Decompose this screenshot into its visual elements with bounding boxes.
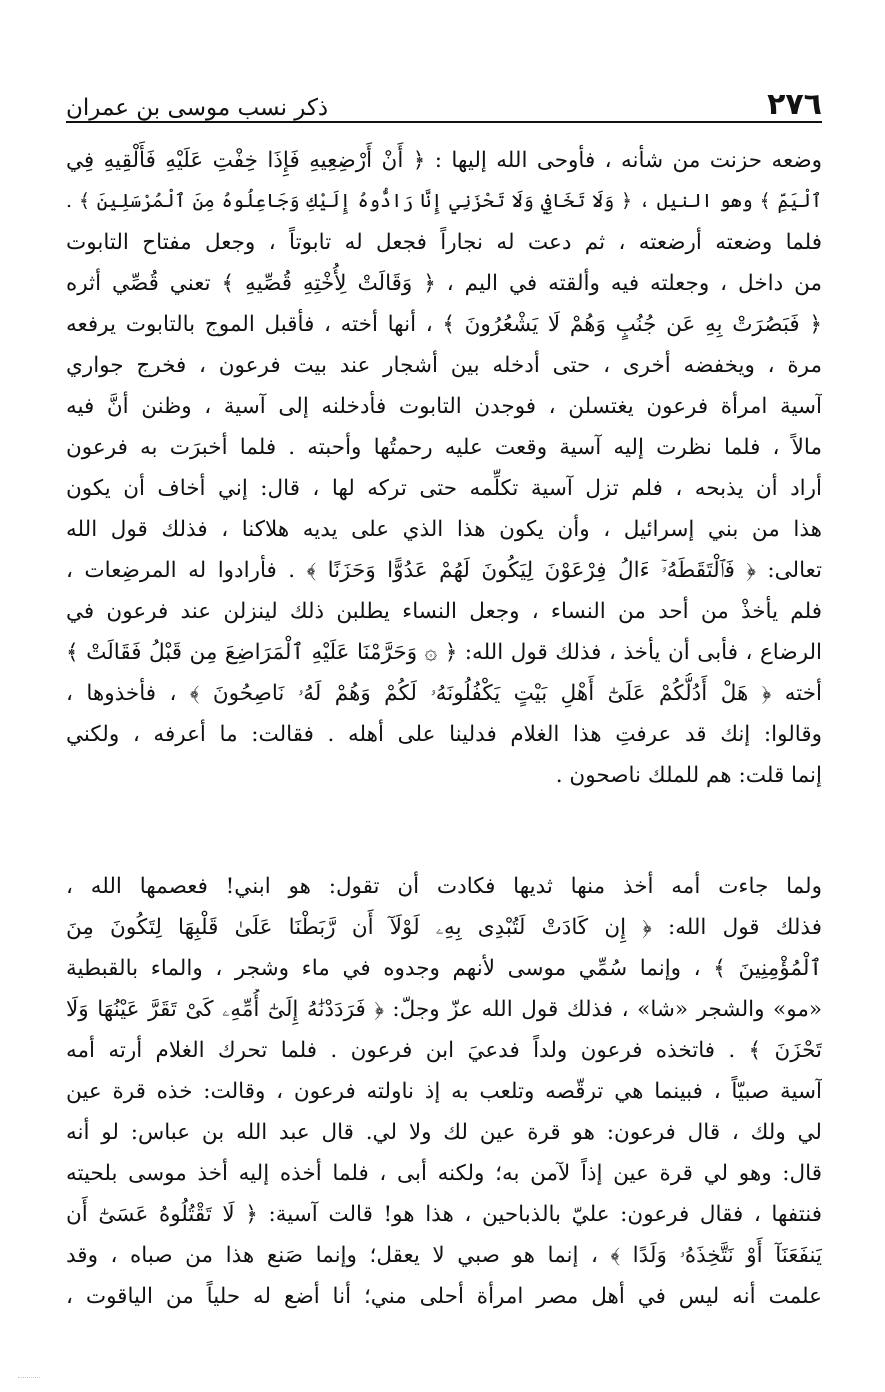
- text-line: فنتفها ، فقال فرعون: عليّ بالذباحين ، هذا هو! قالت آسية: ﴿ لَا تَقْتُلُوهُ عَسَىٰٓ أَن: [66, 1202, 822, 1227]
- text-line: مرة ، ويخفضه أخرى ، حتى أدخله بين أشجار عند بيت فرعون ، فخرج جواري: [66, 353, 822, 378]
- text-line: «مو» والشجر «شا» ، فذلك قول الله عزّ وجلّ: ﴿ فَرَدَدْنَٰهُ إِلَىٰٓ أُمِّهِۦ كَىْ تَقَرَّ عَيْنُهَا وَلَا: [66, 997, 822, 1022]
- text-line: إنما قلت: هم للملك ناصحون .: [555, 763, 822, 788]
- paragraph-2: [66, 866, 822, 1317]
- text-line: ﴿ فَبَصُرَتْ بِهِ عَن جُنُبٍ وَهُمْ لَا يَشْعُرُونَ ﴾ ، أنها أخته ، فأقبل الموج بالتابوت يرفعه: [66, 312, 822, 337]
- text-line: آسية صبيّاً ، فبينما هي ترقّصه وتلعب به إذ ناولته فرعون ، وقالت: خذه قرة عين: [66, 1079, 822, 1104]
- text-line: هذا من بني إسرائيل ، وأن يكون هذا الذي على يديه هلاكنا ، فذلك قول الله: [66, 517, 822, 542]
- text-line: أراد أن يذبحه ، فلم تزل آسية تكلِّمه حتى تركه لها ، قال: إني أخاف أن يكون: [66, 476, 822, 501]
- text-line: قال: وهو لي قرة عين إذاً لآمن به؛ ولكنه أبى ، فلما أخذه إليه أخذ موسى بلحيته: [66, 1161, 822, 1186]
- text-line: ٱلْيَمِّ ﴾ وهو النيل ، ﴿ وَلَا تَخَافِي وَلَا تَحْزَنِي إِنَّا رَادُّوهُ إِلَيْكِ وَجَاعِلُوهُ مِنَ ٱلْمُرْسَلِينَ ﴾ .: [66, 190, 822, 212]
- page-number: ٢٧٦: [767, 87, 822, 122]
- text-line: مالاً ، فلما نظرت إليه آسية وقعت عليه رحمتُها وأحبته . فلما أخبرَت به فرعون: [66, 435, 822, 460]
- text-line: الرضاع ، فأبى أن يأخذ ، فذلك قول الله: ﴿ ۞ وَحَرَّمْنَا عَلَيْهِ ٱلْمَرَاضِعَ مِن قَبْلُ فَقَالَتْ ﴾: [66, 640, 822, 665]
- running-header: [66, 80, 822, 120]
- text-line: يَنفَعَنَآ أَوْ نَتَّخِذَهُۥ وَلَدًا ﴾ ، إنما هو صبي لا يعقل؛ وإنما صَنع هذا من صباه ، وقد: [66, 1243, 822, 1268]
- text-line: علمت أنه ليس في أهل مصر امرأة أحلى مني؛ أنا أضع له حلياً من الياقوت ،: [66, 1284, 822, 1309]
- text-line: آسية امرأة فرعون يغتسلن ، فوجدن التابوت فأدخلنه إلى آسية ، وظنن أنَّ فيه: [66, 394, 822, 419]
- text-line: وضعه حزنت من شأنه ، فأوحى الله إليها : ﴿ أَنْ أَرْضِعِيهِ فَإِذَا خِفْتِ عَلَيْهِ فَأَلْقِيهِ فِي: [66, 148, 822, 173]
- scan-artifact: [18, 1365, 40, 1378]
- text-line: ولما جاءت أمه أخذ منها ثديها فكادت أن تقول: هو ابني! فعصمها الله ،: [66, 874, 822, 899]
- text-line: وقالوا: إنك قد عرفتِ هذا الغلام فدلينا على أهله . فقالت: ما أعرفه ، ولكني: [66, 722, 822, 747]
- header-rule: [66, 121, 822, 123]
- text-line: فذلك قول الله: ﴿ إِن كَادَتْ لَتُبْدِى بِهِۦ لَوْلَآ أَن رَّبَطْنَا عَلَىٰ قَلْبِهَا لِتَكُونَ مِنَ: [66, 915, 822, 940]
- chapter-title: ذكر نسب موسى بن عمران: [66, 95, 329, 121]
- text-line: لي ولك ، قال فرعون: هو قرة عين لك ولا لي. قال عبد الله بن عباس: لو أنه: [66, 1120, 822, 1145]
- text-line: تعالى: ﴿ فَٱلْتَقَطَهُۥٓ ءَالُ فِرْعَوْنَ لِيَكُونَ لَهُمْ عَدُوًّا وَحَزَنًا ﴾ . فأرادوا له المرضِعات ،: [66, 558, 822, 583]
- text-line: فلم يأخذْ من أحد من النساء ، وجعل النساء يطلبن ذلك لينزلن عند فرعون في: [66, 599, 822, 624]
- text-line: تَحْزَنَ ﴾ . فاتخذه فرعون ولداً فدعيَ ابن فرعون . فلما تحرك الغلام أرته أمه: [66, 1038, 822, 1063]
- text-line: أخته ﴿ هَلْ أَدُلُّكُمْ عَلَىٰٓ أَهْلِ بَيْتٍ يَكْفُلُونَهُۥ لَكُمْ وَهُمْ لَهُۥ نَاصِحُونَ ﴾ ، فأخذوها ،: [66, 681, 822, 706]
- text-line: فلما وضعته أرضعته ، ثم دعت له نجاراً فجعل له تابوتاً ، وجعل مفتاح التابوت: [66, 230, 822, 255]
- text-line: ٱلْمُؤْمِنِينَ ﴾ ، وإنما سُمِّي موسى لأنهم وجدوه في ماء وشجر ، والماء بالقبطية: [66, 956, 822, 981]
- book-page: [66, 0, 822, 1392]
- paragraph-1: [66, 140, 822, 796]
- text-line: من داخل ، وجعلته فيه وألقته في اليم ، ﴿ وَقَالَتْ لِأُخْتِهِ قُصِّيهِ ﴾ تعني قُصِّي أثره: [66, 271, 822, 296]
